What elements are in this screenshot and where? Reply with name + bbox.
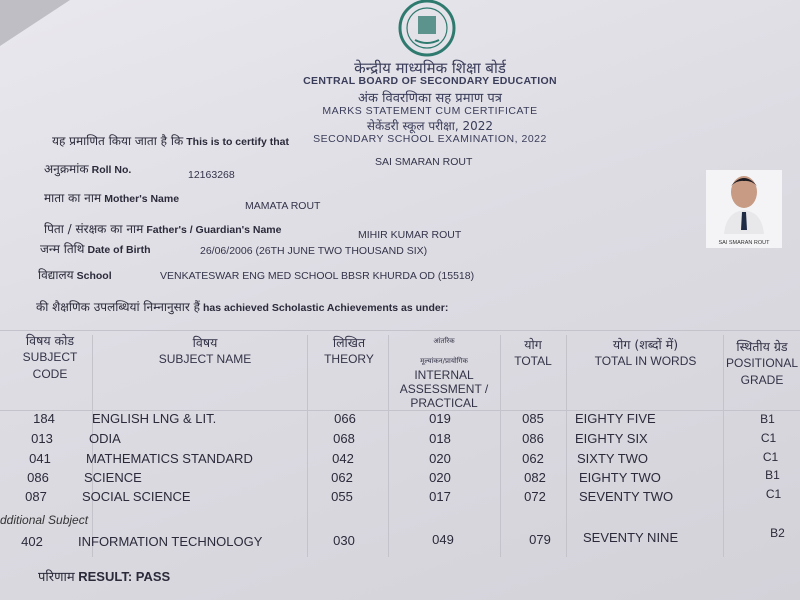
total-in-words: EIGHTY FIVE [575, 411, 656, 426]
positional-grade: B2 [770, 526, 785, 540]
mother-label: माता का नाम Mother's Name [44, 191, 180, 205]
school-name: VENKATESWAR ENG MED SCHOOL BBSR KHURDA OD (15518) [160, 270, 475, 282]
certify-label: यह प्रमाणित किया जाता है कि This is to certify that [52, 134, 289, 148]
dob-label: जन्म तिथि Date of Birth [40, 242, 151, 256]
total-marks: 079 [529, 532, 551, 547]
total-in-words: SEVENTY TWO [579, 489, 674, 504]
total-in-words: SIXTY TWO [577, 451, 649, 466]
theory-marks: 042 [332, 451, 354, 466]
total-in-words: EIGHTY TWO [579, 470, 661, 485]
subject-name: MATHEMATICS STANDARD [86, 451, 253, 466]
header-subject-name: विषय SUBJECT NAME [158, 335, 252, 366]
school-label: विद्यालय School [38, 268, 112, 282]
father-label: पिता / संरक्षक का नाम Father's / Guardian's Name [44, 222, 282, 236]
cbse-logo-icon [393, 0, 461, 62]
internal-marks: 020 [429, 451, 451, 466]
mother-name: MAMATA ROUT [245, 200, 321, 212]
date-of-birth: 26/06/2006 (26TH JUNE TWO THOUSAND SIX) [200, 245, 428, 257]
certificate-title-hindi: अंक विवरणिका सह प्रमाण पत्र [358, 91, 502, 106]
board-name-hindi: केन्द्रीय माध्यमिक शिक्षा बोर्ड [354, 59, 506, 77]
positional-grade: C1 [760, 431, 777, 445]
subject-code: 013 [31, 431, 53, 446]
positional-grade: C1 [765, 487, 782, 501]
subject-code: 086 [27, 470, 49, 485]
result-status: RESULT: PASS [78, 569, 171, 584]
result: परिणाम RESULT: PASS [38, 569, 171, 585]
theory-marks: 055 [331, 489, 353, 504]
theory-marks: 030 [333, 533, 355, 548]
student-name: SAI SMARAN ROUT [375, 156, 473, 168]
header-theory: लिखित THEORY [324, 335, 374, 366]
internal-marks: 020 [429, 470, 451, 485]
father-name: MIHIR KUMAR ROUT [358, 229, 462, 241]
additional-subject-label: dditional Subject [0, 513, 89, 527]
theory-marks: 066 [334, 411, 356, 426]
subject-name: SOCIAL SCIENCE [82, 489, 191, 504]
column-divider [500, 335, 501, 557]
positional-grade: B1 [765, 468, 780, 482]
subject-name: ODIA [89, 431, 121, 446]
total-in-words: EIGHTY SIX [575, 431, 648, 446]
table-rule [0, 330, 800, 331]
subject-name: SCIENCE [84, 470, 142, 485]
roll-label: अनुक्रमांक Roll No. [44, 162, 132, 176]
subject-code: 184 [33, 411, 55, 426]
positional-grade: B1 [760, 412, 775, 426]
column-divider [388, 335, 389, 557]
subject-code: 041 [29, 451, 51, 466]
subject-code: 402 [21, 534, 43, 549]
column-divider [307, 335, 308, 557]
column-divider [92, 335, 93, 557]
exam-title-hindi: सेकेंडरी स्कूल परीक्षा, 2022 [366, 119, 494, 133]
achievement-label: की शैक्षणिक उपलब्धियां निम्नानुसार हैं has achieved Scholastic Achievements as under: [36, 300, 449, 314]
header-internal-assessment: आंतरिक मूल्यांकन/प्रायोगिक INTERNAL ASSESSMENT / PRACTICAL [399, 337, 489, 410]
total-in-words: SEVENTY NINE [583, 530, 679, 545]
total-marks: 082 [524, 470, 546, 485]
internal-marks: 049 [432, 532, 454, 547]
subject-code: 087 [25, 489, 47, 504]
roll-number: 12163268 [188, 169, 235, 181]
column-divider [566, 335, 567, 557]
total-marks: 072 [524, 489, 546, 504]
exam-title-english: SECONDARY SCHOOL EXAMINATION, 2022 [313, 133, 547, 145]
theory-marks: 062 [331, 470, 353, 485]
internal-marks: 019 [429, 411, 451, 426]
total-marks: 085 [522, 411, 544, 426]
certificate-title-english: MARKS STATEMENT CUM CERTIFICATE [322, 105, 538, 117]
photo-caption: SAI SMARAN ROUT [718, 240, 770, 246]
positional-grade: C1 [762, 450, 779, 464]
internal-marks: 017 [429, 489, 451, 504]
total-marks: 086 [522, 431, 544, 446]
header-total-in-words: योग (शब्दों में) TOTAL IN WORDS [594, 337, 697, 368]
page-corner-shadow [0, 0, 70, 46]
header-positional-grade: स्थितीय ग्रेड POSITIONAL GRADE [725, 339, 799, 387]
student-photo [706, 170, 782, 248]
total-marks: 062 [522, 451, 544, 466]
header-total: योग TOTAL [514, 337, 552, 368]
student-portrait-icon [706, 170, 782, 234]
subject-name: ENGLISH LNG & LIT. [92, 411, 217, 426]
internal-marks: 018 [429, 431, 451, 446]
subject-name: INFORMATION TECHNOLOGY [78, 534, 263, 549]
board-name-english: CENTRAL BOARD OF SECONDARY EDUCATION [303, 75, 557, 87]
header-subject-code: विषय कोड SUBJECT CODE [22, 333, 78, 381]
theory-marks: 068 [333, 431, 355, 446]
